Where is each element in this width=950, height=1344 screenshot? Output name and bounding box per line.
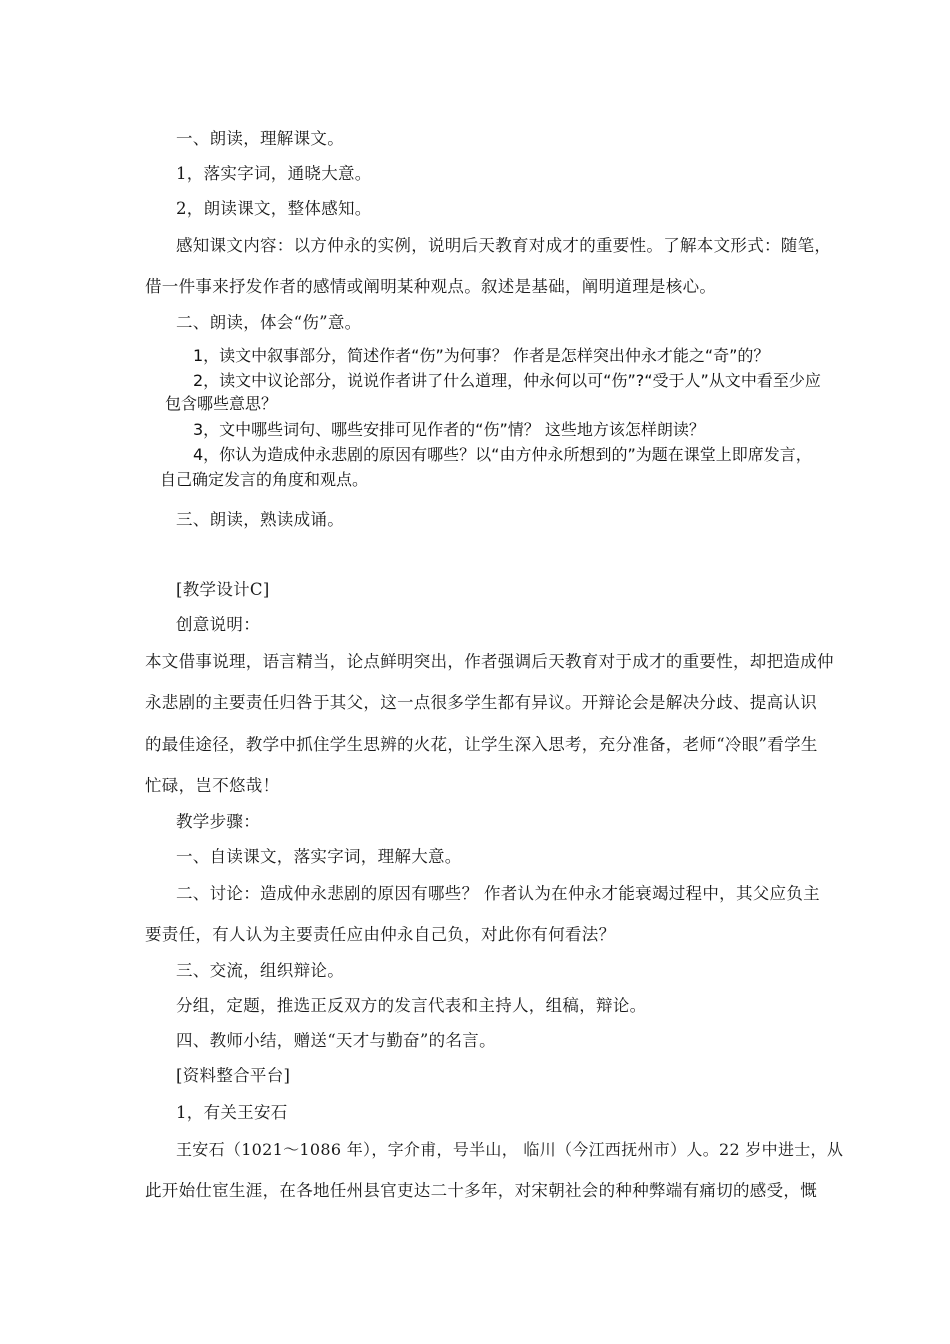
question-3: 3，文中哪些词句、哪些安排可见作者的“伤”情？ 这些地方该怎样朗读？ — [193, 420, 705, 439]
heading-section-3: 三、朗读，熟读成诵。 — [176, 510, 344, 529]
paragraph-line: 忙碌，岂不悠哉！ — [145, 776, 280, 795]
question-2: 2，读文中议论部分，说说作者讲了什么道理，仲永何以可“伤”?“受于人”从文中看至少应 — [193, 371, 821, 390]
question-4: 4，你认为造成仲永悲剧的原因有哪些？以“由方仲永所想到的”为题在课堂上即席发言， — [193, 445, 812, 464]
teaching-step: 二、讨论：造成仲永悲剧的原因有哪些？ 作者认为在仲永才能衰竭过程中，其父应负主 — [176, 884, 820, 903]
paragraph-line: 感知课文内容：以方仲永的实例，说明后天教育对成才的重要性。了解本文形式：随笔， — [176, 236, 832, 255]
teaching-step: 四、教师小结，赠送“天才与勤奋”的名言。 — [176, 1031, 496, 1050]
paragraph-line: 永悲剧的主要责任归咎于其父，这一点很多学生都有异议。开辩论会是解决分歧、提高认识 — [145, 693, 817, 712]
teaching-step: 三、交流，组织辩论。 — [176, 961, 344, 980]
heading-section-2: 二、朗读，体会“伤”意。 — [176, 313, 362, 332]
paragraph-line: 借一件事来抒发作者的感情或阐明某种观点。叙述是基础，阐明道理是核心。 — [145, 277, 717, 296]
intro-label: 创意说明： — [176, 615, 260, 634]
step-1: 1，落实字词，通晓大意。 — [176, 164, 372, 183]
teaching-step-cont: 要责任，有人认为主要责任应由仲永自己负，对此你有何看法？ — [145, 925, 616, 944]
teaching-step-detail: 分组，定题，推选正反双方的发言代表和主持人，组稿，辩论。 — [176, 996, 647, 1015]
paragraph-line: 本文借事说理，语言精当，论点鲜明突出，作者强调后天教育对于成才的重要性，却把造成仲 — [145, 652, 834, 671]
steps-label: 教学步骤： — [176, 812, 260, 831]
teaching-step: 一、自读课文，落实字词，理解大意。 — [176, 847, 462, 866]
paragraph-line: 此开始仕宦生涯，在各地任州县官吏达二十多年，对宋朝社会的种种弊端有痛切的感受，慨 — [145, 1181, 817, 1200]
paragraph-line: 的最佳途径，教学中抓住学生思辨的火花，让学生深入思考，充分准备，老师“冷眼”看学生 — [145, 735, 818, 754]
step-2: 2，朗读课文，整体感知。 — [176, 199, 372, 218]
question-4-cont: 自己确定发言的角度和观点。 — [160, 470, 369, 489]
heading-section-1: 一、朗读，理解课文。 — [176, 129, 344, 148]
question-2-cont: 包含哪些意思？ — [165, 394, 278, 413]
paragraph-line: 王安石（1021～1086 年），字介甫，号半山， 临川（今江西抚州市）人。22 岁中进士，从 — [176, 1140, 844, 1159]
design-c-heading: [教学设计C] — [176, 580, 270, 599]
resources-heading: [资料整合平台] — [176, 1066, 291, 1085]
resource-subheading: 1，有关王安石 — [176, 1103, 288, 1122]
question-1: 1，读文中叙事部分，简述作者“伤”为何事？ 作者是怎样突出仲永才能之“奇”的？ — [193, 346, 770, 365]
